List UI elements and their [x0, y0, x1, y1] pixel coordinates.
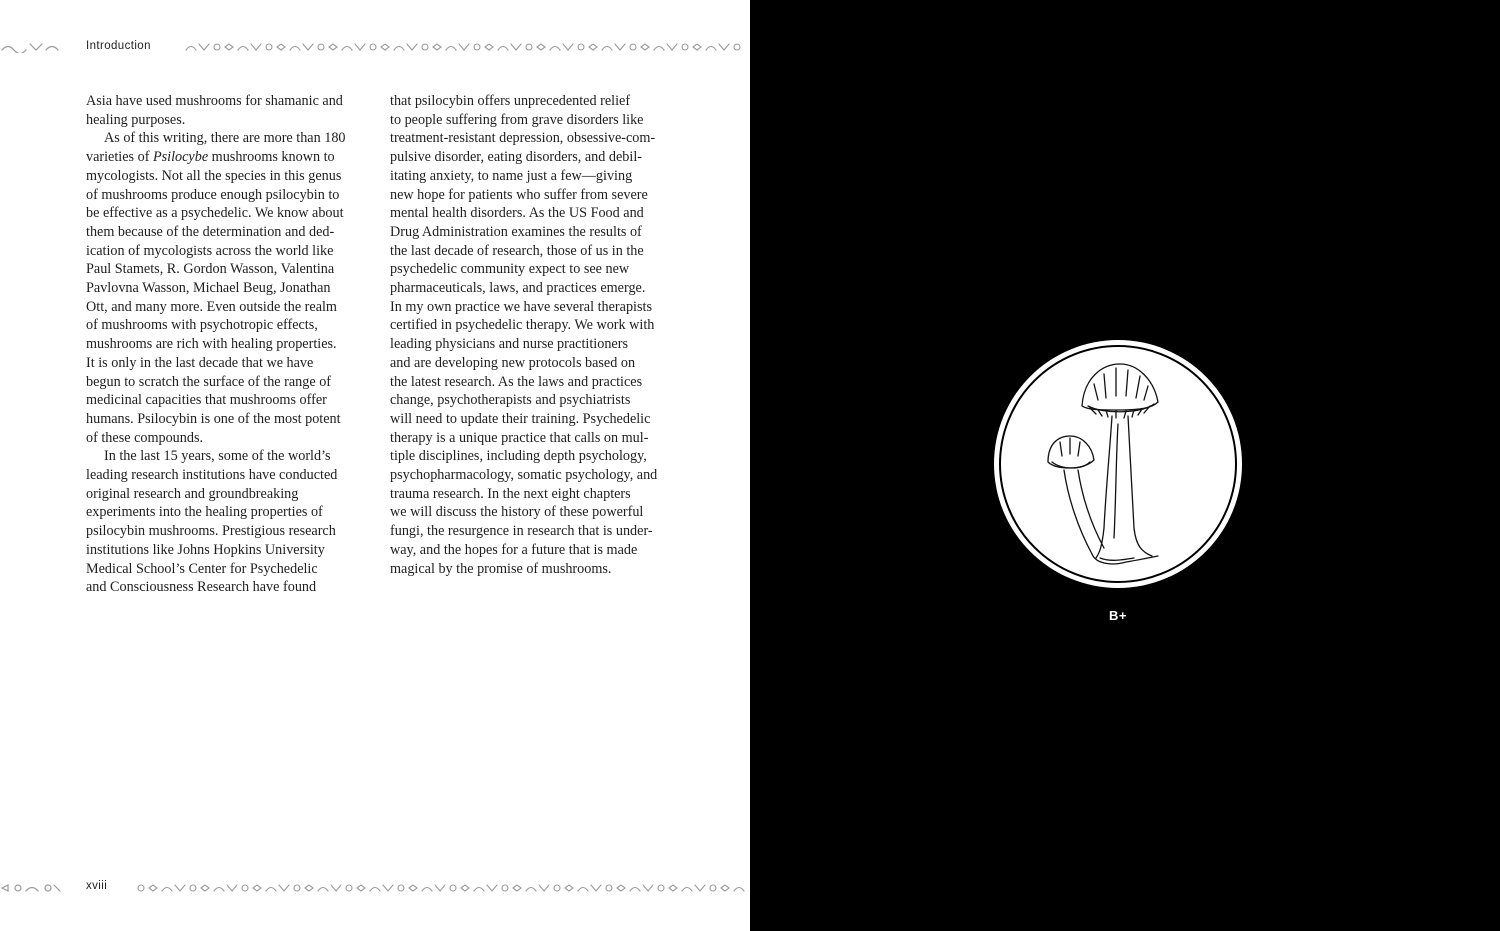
running-head: Introduction [86, 40, 151, 52]
text-line: will need to update their training. Psychedelic [390, 410, 651, 427]
text-line: experiments into the healing properties of [86, 504, 323, 521]
text-line: the last decade of research, those of us in the [390, 242, 644, 259]
text-line: begun to scratch the surface of the range of [86, 373, 332, 390]
text-line: mental health disorders. As the US Food and [390, 205, 644, 222]
text-line: In the last 15 years, some of the world’s [104, 448, 331, 465]
text-line: Medical School’s Center for Psychedelic [86, 560, 318, 577]
text-line: It is only in the last decade that we have [86, 354, 314, 371]
footer-ornament-right [134, 882, 750, 894]
text-line: of mushrooms produce enough psilocybin to [86, 186, 340, 203]
text-line: original research and groundbreaking [86, 485, 299, 502]
text-line: Paul Stamets, R. Gordon Wasson, Valentina [86, 261, 335, 278]
text-line: the latest research. As the laws and practices [390, 373, 643, 390]
text-line: In my own practice we have several therapists [390, 298, 652, 315]
text-line: way, and the hopes for a future that is made [390, 541, 638, 558]
text-line: them because of the determination and ded- [86, 223, 335, 240]
text-line: tiple disciplines, including depth psychology, [390, 448, 647, 465]
text-line: medicinal capacities that mushrooms offer [86, 392, 327, 409]
text-line: leading research institutions have conducted [86, 467, 338, 484]
text-line: of mushrooms with psychotropic effects, [86, 317, 318, 334]
text-line: itating anxiety, to name just a few—giving [390, 167, 633, 184]
text-line: trauma research. In the next eight chapters [390, 485, 631, 502]
text-line [86, 148, 346, 167]
text-line: Ott, and many more. Even outside the realm [86, 298, 337, 315]
text-line: humans. Psilocybin is one of the most potent [86, 410, 341, 427]
grade-label: B+ [1109, 608, 1127, 623]
text-line: Asia have used mushrooms for shamanic and [86, 93, 343, 109]
text-line: to people suffering from grave disorders like [390, 111, 644, 128]
text-line: certified in psychedelic therapy. We work with [390, 317, 655, 334]
text-line: new hope for patients who suffer from severe [390, 186, 648, 203]
text-line: change, psychotherapists and psychiatrists [390, 392, 631, 409]
text-line: and Consciousness Research have found [86, 579, 317, 596]
text-line: be effective as a psychedelic. We know about [86, 205, 344, 222]
text-line: fungi, the resurgence in research that is under- [390, 523, 653, 540]
text-line: mushrooms are rich with healing properties. [86, 336, 337, 353]
text-line: therapy is a unique practice that calls on mul- [390, 429, 649, 446]
text-segment: varieties of [86, 149, 153, 166]
text-line: of these compounds. [86, 429, 204, 446]
text-line: As of this writing, there are more than 180 [104, 130, 346, 147]
text-line: ication of mycologists across the world like [86, 242, 334, 259]
text-line: healing purposes. [86, 111, 186, 128]
text-segment: mushrooms known to [208, 149, 335, 166]
text-line: and are developing new protocols based on [390, 354, 636, 371]
text-line: Pavlovna Wasson, Michael Beug, Jonathan [86, 280, 331, 297]
text-line: pulsive disorder, eating disorders, and debil- [390, 149, 642, 166]
text-line: treatment-resistant depression, obsessive-com- [390, 130, 656, 147]
header-ornament-right [184, 41, 750, 53]
text-line: pharmaceuticals, laws, and practices emerge. [390, 280, 646, 297]
right-page [750, 0, 1500, 931]
text-column-2 [390, 92, 657, 578]
text-line: Drug Administration examines the results of [390, 223, 642, 240]
text-line: institutions like Johns Hopkins University [86, 541, 325, 558]
page-number: xviii [86, 880, 108, 892]
text-line: psychopharmacology, somatic psychology, and [390, 467, 658, 484]
text-line: mycologists. Not all the species in this genus [86, 167, 342, 184]
mushroom-illustration [992, 338, 1244, 590]
header-ornament-left [0, 41, 62, 53]
text-line: magical by the promise of mushrooms. [390, 560, 612, 577]
text-line: psilocybin mushrooms. Prestigious research [86, 523, 336, 540]
footer-ornament-left [0, 882, 62, 894]
italic-term: Psilocybe [152, 149, 209, 166]
text-line: we will discuss the history of these powerful [390, 504, 644, 521]
text-line: that psilocybin offers unprecedented relief [390, 93, 631, 109]
text-line: leading physicians and nurse practitioners [390, 336, 628, 353]
text-line: psychedelic community expect to see new [390, 261, 630, 278]
text-column-1 [86, 92, 346, 597]
mushroom-illustration-icon [992, 338, 1244, 590]
